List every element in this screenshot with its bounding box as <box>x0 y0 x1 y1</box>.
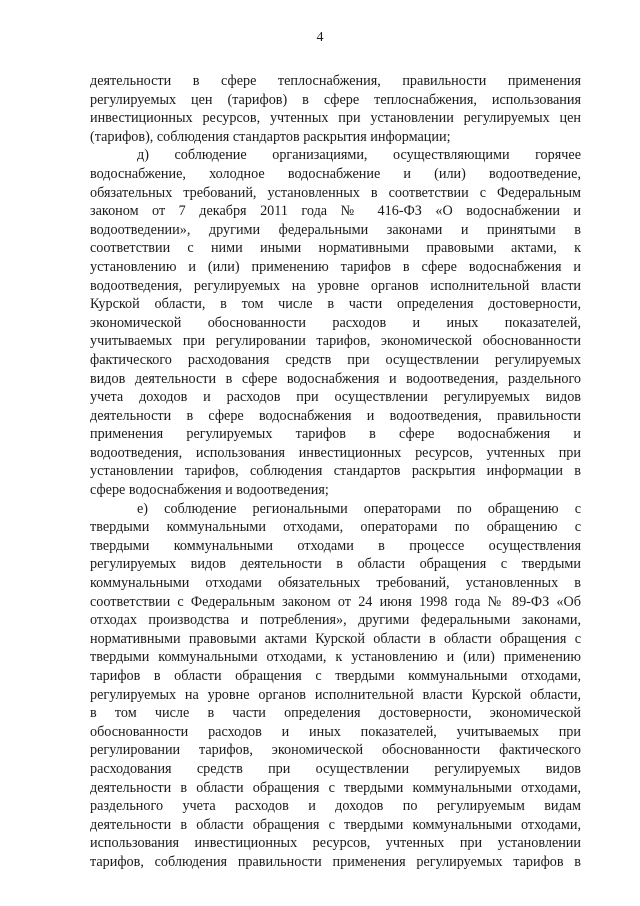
text-line: нормативными правовыми актами Курской области в области обращения с <box>90 630 581 647</box>
text-line: водоотведении», другими федеральными законами и принятыми в <box>90 221 581 238</box>
text-line: учитываемых при регулировании тарифов, экономической обоснованности <box>90 333 581 350</box>
text-line: деятельности в сфере теплоснабжения, правильности применения <box>90 73 581 89</box>
page-number: 4 <box>316 30 324 45</box>
document-body <box>90 72 581 872</box>
text-line: фактического расходования средств при осуществлении регулируемых <box>90 351 581 368</box>
text-line: в том числе в части определения достоверности, экономической <box>90 705 581 722</box>
text-line: раздельного учета расходов и доходов по регулируемым видам <box>90 798 581 815</box>
text-line: видов деятельности в сфере водоснабжения и водоотведения, раздельного <box>90 370 581 387</box>
text-line: деятельности в области обращения с твердыми коммунальными отходами, <box>90 779 581 796</box>
text-line: инвестиционных ресурсов, учтенных при установлении регулируемых цен <box>90 110 581 127</box>
text-line: (тарифов), соблюдения стандартов раскрытия информации; <box>90 128 451 145</box>
text-line: сфере водоснабжения и водоотведения; <box>90 482 329 499</box>
text-line: д) соблюдение организациями, осуществляющими горячее <box>137 147 581 164</box>
text-line: водоснабжение, холодное водоснабжение и (или) водоотведение, <box>90 165 581 182</box>
text-line: отходах производства и потребления», другими федеральными законами, <box>90 612 581 629</box>
text-line: учета доходов и расходов при осуществлении регулируемых видов <box>90 389 581 406</box>
text-line: законом от 7 декабря 2011 года № 416-ФЗ «О водоснабжении и <box>90 203 581 220</box>
text-line: регулируемых на уровне органов исполнительной власти Курской области, <box>90 686 581 703</box>
text-line: е) соблюдение региональными операторами по обращению с <box>137 500 581 517</box>
text-line: водоотведения, регулируемых на уровне органов исполнительной власти <box>90 277 581 294</box>
text-line: коммунальными отходами обязательных требований, установленных в <box>90 575 581 592</box>
text-line: экономической обоснованности расходов и иных показателей, <box>90 314 581 331</box>
text-line: обязательных требований, установленных в соответствии с Федеральным <box>90 184 581 201</box>
paragraph <box>90 500 581 872</box>
text-line: обоснованности расходов и иных показателей, учитываемых при <box>90 723 581 740</box>
text-line: расходования средств при осуществлении регулируемых видов <box>90 760 581 777</box>
text-line: деятельности в области обращения с твердыми коммунальными отходами, <box>90 816 581 833</box>
text-line: твердыми коммунальными отходами, к установлению и (или) применению <box>90 649 581 666</box>
text-line: твердыми коммунальными отходами, операторами по обращению с <box>90 519 581 536</box>
text-line: регулировании тарифов, экономической обоснованности фактического <box>90 742 581 759</box>
text-line: твердыми коммунальными отходами в процессе осуществления <box>90 537 581 554</box>
text-line: соответствии с Федеральным законом от 24 июня 1998 года № 89-ФЗ «Об <box>90 593 581 610</box>
text-line: соответствии с ними иными нормативными правовыми актами, к <box>90 240 581 257</box>
text-line: деятельности в сфере водоснабжения и водоотведения, правильности <box>90 407 581 424</box>
paragraph <box>90 72 581 146</box>
text-line: использования инвестиционных ресурсов, учтенных при установлении <box>90 835 581 852</box>
text-line: Курской области, в том числе в части определения достоверности, <box>90 296 581 313</box>
text-line: тарифов, соблюдения правильности применения регулируемых тарифов в <box>90 853 581 870</box>
text-line: установлении тарифов, соблюдения стандартов раскрытия информации в <box>90 463 581 480</box>
text-line: применения регулируемых тарифов в сфере водоснабжения и <box>90 426 581 443</box>
text-line: регулируемых видов деятельности в области обращения с твердыми <box>90 556 581 573</box>
text-line: установлению и (или) применению тарифов в сфере водоснабжения и <box>90 258 581 275</box>
text-line: регулируемых цен (тарифов) в сфере теплоснабжения, использования <box>90 91 581 108</box>
text-line: тарифов в области обращения с твердыми коммунальными отходами, <box>90 668 581 684</box>
paragraph <box>90 146 581 499</box>
text-line: водоотведения, использования инвестиционных ресурсов, учтенных при <box>90 444 581 461</box>
